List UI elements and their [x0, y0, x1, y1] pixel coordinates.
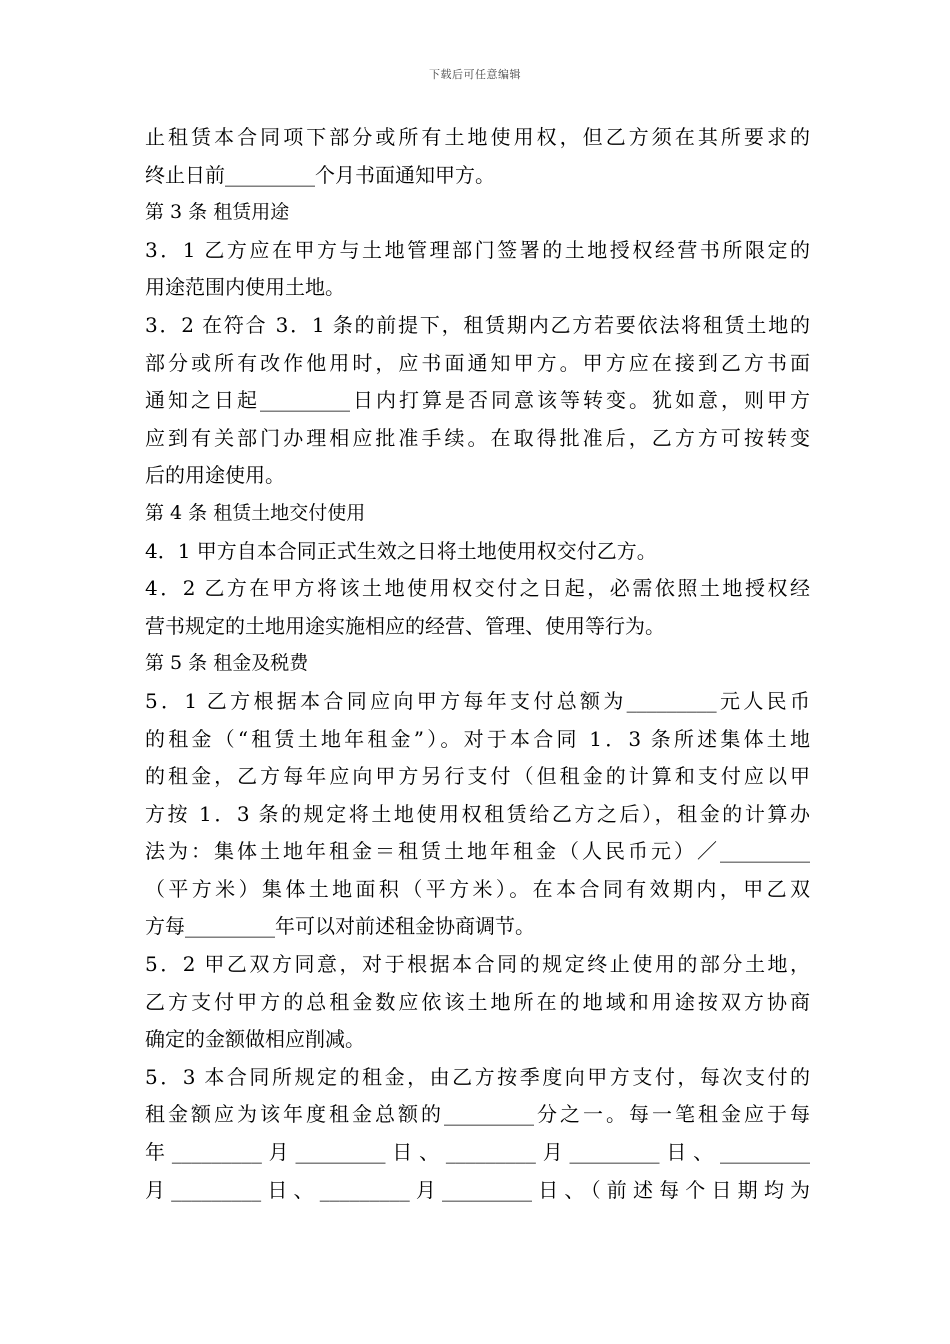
text-line: 4．2 乙方在甲方将该土地使用权交付之日起，必需依照土地授权经	[145, 576, 810, 601]
text-line: 租金额应为该年度租金总额的_________分之一。每一笔租金应于每	[145, 1102, 810, 1127]
text-line: 后的用途使用。	[145, 463, 285, 488]
text-line: 5．3 本合同所规定的租金，由乙方按季度向甲方支付，每次支付的	[145, 1064, 810, 1089]
text-line: 的租金，乙方每年应向甲方另行支付（但租金的计算和支付应以甲	[145, 764, 810, 789]
section-heading: 第 3 条 租赁用途	[145, 201, 290, 224]
text-line: 5．1 乙方根据本合同应向甲方每年支付总额为_________元人民币	[145, 688, 810, 713]
text-line: 用途范围内使用土地。	[145, 275, 345, 300]
section-heading: 第 4 条 租赁土地交付使用	[145, 501, 366, 524]
text-line: 法为：集体土地年租金＝租赁土地年租金（人民币元）／_________	[145, 839, 810, 864]
text-line: （平方米）集体土地面积（平方米）。在本合同有效期内，甲乙双	[145, 876, 810, 901]
page-header: 下载后可任意编辑	[429, 68, 521, 81]
text-line: 3．2 在符合 3．1 条的前提下，租赁期内乙方若要依法将租赁土地的	[145, 312, 810, 337]
text-line: 方每_________年可以对前述租金协商调节。	[145, 914, 535, 939]
text-line: 4．1 甲方自本合同正式生效之日将土地使用权交付乙方。	[145, 538, 657, 563]
text-line: 止租赁本合同项下部分或所有土地使用权，但乙方须在其所要求的	[145, 125, 810, 149]
text-line: 3．1 乙方应在甲方与土地管理部门签署的土地授权经营书所限定的	[145, 237, 810, 262]
text-line: 终止日前_________个月书面通知甲方。	[145, 162, 495, 187]
text-line: 确定的金额做相应削减。	[145, 1027, 365, 1052]
text-line: 乙方支付甲方的总租金数应依该土地所在的地域和用途按双方协商	[145, 989, 810, 1014]
text-line: 年_________月_________日、_________月_________日、_________	[145, 1140, 810, 1165]
text-line: 5．2 甲乙双方同意，对于根据本合同的规定终止使用的部分土地，	[145, 952, 810, 977]
text-line: 月_________日、_________月_________日、（前述每个日期均为	[145, 1177, 810, 1202]
text-line: 应到有关部门办理相应批准手续。在取得批准后，乙方方可按转变	[145, 425, 810, 450]
document-body	[145, 119, 810, 1209]
section-heading: 第 5 条 租金及税费	[145, 652, 309, 675]
text-line: 方按 1．3 条的规定将土地使用权租赁给乙方之后），租金的计算办	[145, 801, 810, 826]
text-line: 营书规定的土地用途实施相应的经营、管理、使用等行为。	[145, 613, 665, 638]
text-line: 通知之日起_________日内打算是否同意该等转变。犹如意，则甲方	[145, 388, 810, 413]
text-line: 部分或所有改作他用时，应书面通知甲方。甲方应在接到乙方书面	[145, 350, 810, 375]
text-line: 的租金（“租赁土地年租金”）。对于本合同 1．3 条所述集体土地	[145, 726, 810, 751]
